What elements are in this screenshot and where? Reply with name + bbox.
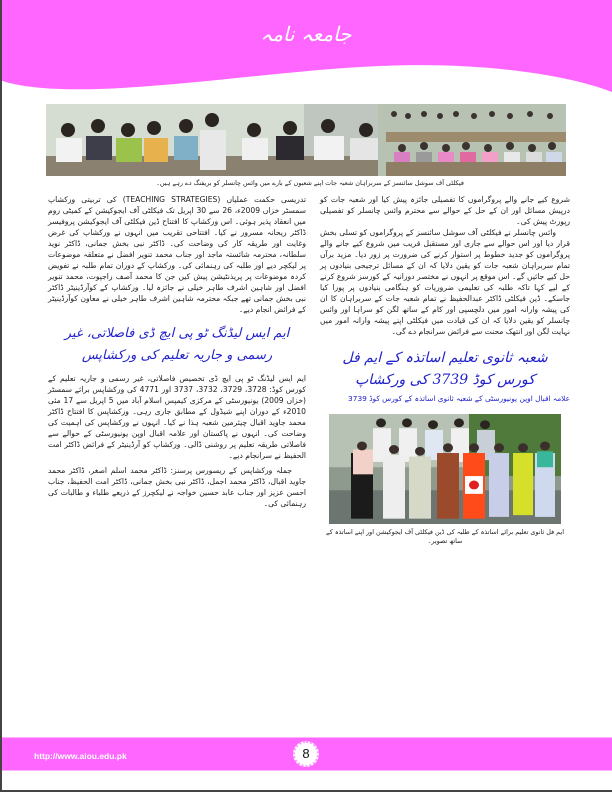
page-number-badge: 8 bbox=[293, 741, 319, 767]
header-wave bbox=[0, 0, 612, 100]
group-photo-caption: ایم فل ثانوی تعلیم برائے اساتذہ کے طلبہ کی ڈین فیکلٹی آف ایجوکیشن اور اپنے اساتذہ کے ساتھ تصویر۔ bbox=[326, 528, 564, 545]
footer-band bbox=[0, 737, 612, 771]
footer-website-link[interactable]: http://www.aiou.edu.pk bbox=[34, 751, 127, 761]
group-photo bbox=[329, 414, 561, 524]
left-section-heading: ایم ایس لیڈنگ ٹو پی ایچ ڈی فاصلاتی، غیر رسمی و جاریہ تعلیم کی ورکشاپس bbox=[64, 326, 290, 363]
left-section-paragraph: ایم ایس لیڈنگ ٹو پی ایچ ڈی تخصیص فاصلاتی، غیر رسمی و جاریہ تعلیم کے کورس کوڈ: 3728، 3729، 3732، 3737 اور 4771 کی ورکشاپس برائے سمسٹر (خزاں 2009) یونیورسٹی کے مرکزی کیمپس اسلام آباد میں 5 اپریل سے 17 مئی 2010ء کے دوران اپنے شیڈول کے مطابق جاری رہی۔ ورکشاپس کا افتتاح ڈاکٹر محمد جاوید اقبال چیئرمین شعبہ ہذا نے کیا۔ انہوں نے ورکشاپس کی اہمیت کی وضاحت کی۔ انہوں نے پاکستان اور علامہ اقبال اوپن یونیورسٹی کے حوالے سے فاصلاتی طریقہ تعلیم پر روشنی ڈالی۔ ورکشاپ کو آرڈینیٹر کے فرائض ڈاکٹر امت الحفیظ نے سرانجام دیے۔ bbox=[48, 374, 307, 460]
right-section-heading-line1: شعبہ ثانوی تعلیم اساتذہ کے ایم فل bbox=[342, 350, 548, 366]
masthead-title: جامعہ نامہ bbox=[260, 22, 352, 46]
right-section-heading-line2: کورس کوڈ 3739 کی ورکشاپ bbox=[355, 372, 535, 388]
top-photo-collage bbox=[46, 104, 566, 176]
right-paragraph-1: شروع کیے جانے والے پروگراموں کا تفصیلی جائزہ پیش کیا اور شعبہ جات کو درپیش مسائل اور ان کے حل کے حوالے سے محترم وائس چانسلر کو تفصیلی رپورٹ پیش کی۔ bbox=[320, 195, 570, 226]
header-banner bbox=[0, 0, 612, 100]
top-photo-caption: فیکلٹی آف سوشل سائنسز کے سربراہان شعبہ جات اپنے شعبوں کے بارے میں وائس چانسلر کو بریفنگ دے رہے ہیں۔ bbox=[156, 179, 464, 187]
right-column bbox=[320, 194, 570, 546]
right-paragraph-2: وائس چانسلر نے فیکلٹی آف سوشل سائنسز کے پروگراموں کو تسلی بخش قرار دیا اور اس حوالے سے جاری اور مستقبل قریب میں شروع کیے جانے والے پروگراموں کو جدید خطوط پر استوار کرنے کی ضرورت پر زور دیا۔ مزید برآں تمام سربراہان شعبہ جات کو یقین دلایا کہ ان کے مسائل ترجیحی بنیادوں پر حل کیے جائیں گے۔ اس موقع پر انہوں نے مختصر دورانیہ کے کورسز شروع کرنے کے لیے کہا تاکہ طلبہ کی تعلیمی ضروریات کو ہنگامی بنیادوں پر پورا کیا جاسکے۔ ڈین فیکلٹی ڈاکٹر عبدالحفیظ نے تمام شعبہ جات کے سربراہان کا ان کی پیشہ وارانہ امور میں دلچسپی اور کام کے ساتھ لگن کو سراہا اور وائس چانسلر کو یقین دلایا کہ ان کی قیادت میں فیکلٹی اپنے پیشہ وارانہ امور میں نہایت لگن اور انتھک محنت سے فرائض سرانجام دے گی۔ bbox=[320, 228, 570, 336]
left-column bbox=[48, 194, 306, 509]
left-intro-paragraph: تدریسی حکمت عملیاں (TEACHING STRATEGIES) کی تربیتی ورکشاپ سمسٹر خزاں 2009ء، 26 سے 30 اپریل تک فیکلٹی آف ایجوکیشن کے کمیٹی روم میں انعقاد پذیر ہوئی۔ اس ورکشاپ کا افتتاح ڈین فیکلٹی آف ایجوکیشن پروفیسر ڈاکٹر ریحانہ مسرور نے کیا۔ افتتاحی تقریب میں انہوں نے ورکشاپ کی غرض وغایت اور طریقہ کار کی وضاحت کی۔ ڈاکٹر نبی بخش جمانی، ڈاکٹر نوید سلطانہ، محترمہ شائستہ ماجد اور جناب محمد تنویر افضل نے متعلقہ موضوعات پر لیکچر دیے اور طلبہ کی رہنمائی کی۔ ورکشاپ کے دوران تمام طلبہ نے تفویض کردہ موضوعات پر پریذنٹیشن پیش کیں جن کا محمد آصف راجپوت، محمد تنویر افضل اور شاہین اشرف طاہر خیلی نے جائزہ لیا۔ ورکشاپ کے کوآرڈینیٹر ڈاکٹر نبی بخش جمانی تھے جبکہ محترمہ شاہین اشرف طاہر خیلی نے معاون کوآرڈینیٹر کے فرائض انجام دیے۔ bbox=[48, 195, 307, 314]
left-resource-persons: جملہ ورکشاپس کے ریسورس پرسنز: ڈاکٹر محمد اسلم اصغر، ڈاکٹر محمد جاوید اقبال، ڈاکٹر محمد اجمل، ڈاکٹر نبی بخش جمانی، ڈاکٹر امت الحفیظ، جناب احسن عزیز اور جناب عابد حسین خواجہ نے لیکچرز کے ذریعے طلباء و طالبات کی رہنمائی کی۔ bbox=[48, 466, 306, 508]
right-section-subheading: علامہ اقبال اوپن یونیورسٹی کے شعبہ ثانوی اساتذہ کے کورس کوڈ 3739 bbox=[348, 394, 570, 403]
